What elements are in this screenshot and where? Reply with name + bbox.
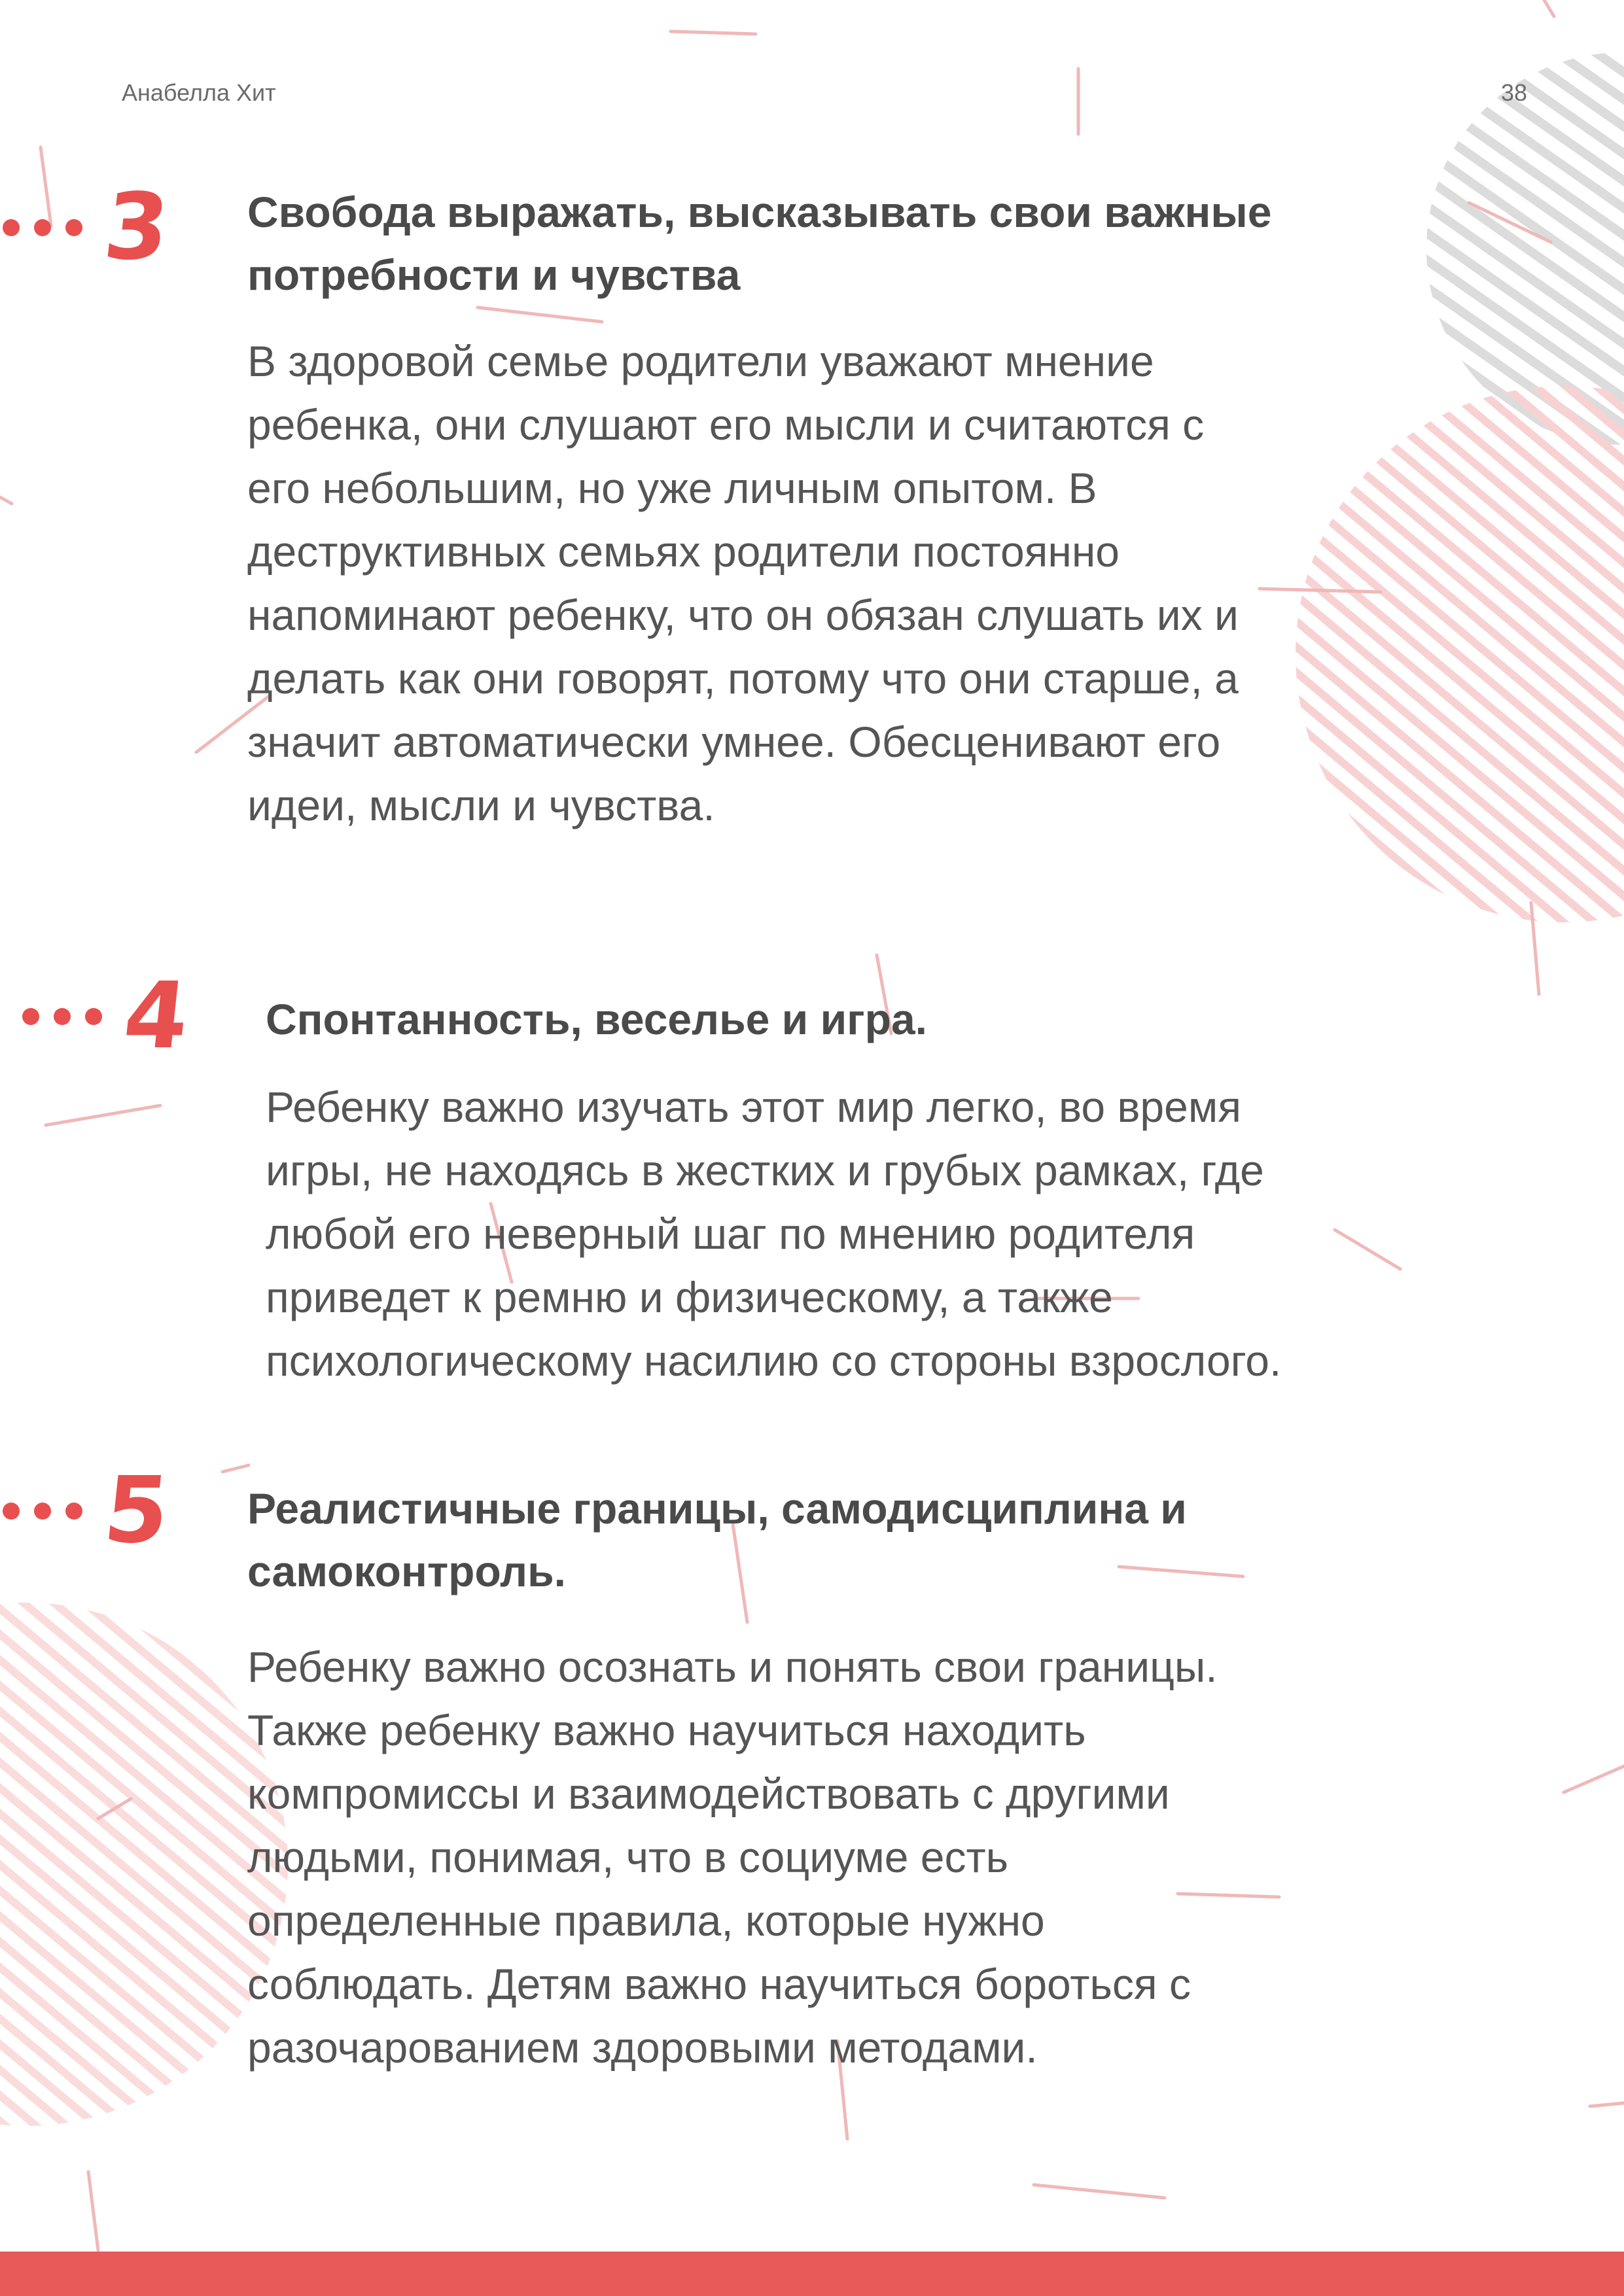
dot bbox=[65, 219, 82, 236]
section-5 bbox=[247, 1477, 1530, 2079]
section-marker-5 bbox=[3, 1457, 175, 1564]
section-marker-4 bbox=[22, 963, 194, 1070]
section-body: Ребенку важно изучать этот мир легко, во время игры, не находясь в жестких и грубых рамках, где любой его неверный шаг по мнению родителя приведет к ремню и физическому, а также психологическому насилию со стороны взрослого. bbox=[266, 1083, 1282, 1385]
dot bbox=[85, 1008, 102, 1025]
pink-striped-circle-left bbox=[0, 1603, 288, 2126]
dot bbox=[22, 1008, 39, 1025]
dot bbox=[34, 219, 51, 236]
section-title: Свобода выражать, высказывать свои важные потребности и чувства bbox=[247, 188, 1272, 299]
section-number: 3 bbox=[99, 174, 175, 281]
dots-decoration bbox=[3, 219, 82, 236]
dot bbox=[3, 219, 20, 236]
section-body: Ребенку важно осознать и понять свои границы. Также ребенку важно научиться находить компромиссы и взаимодействовать с другими людьми, понимая, что в социуме есть определенные правила, которые нужно соблюдать. Детям важно научиться бороться с разочарованием здоровыми методами. bbox=[247, 1643, 1218, 2072]
dot bbox=[65, 1503, 82, 1520]
header-author: Анабелла Хит bbox=[122, 79, 276, 106]
section-4 bbox=[266, 988, 1548, 1393]
dot bbox=[54, 1008, 71, 1025]
section-number: 5 bbox=[99, 1457, 175, 1564]
section-title: Реалистичные границы, самодисциплина и самоконтроль. bbox=[247, 1484, 1187, 1595]
dots-decoration bbox=[22, 1008, 102, 1025]
footer-bar bbox=[0, 2252, 1624, 2296]
dots-decoration bbox=[3, 1503, 82, 1520]
section-title: Спонтанность, веселье и игра. bbox=[266, 995, 928, 1043]
section-3 bbox=[247, 181, 1491, 837]
section-body: В здоровой семье родители уважают мнение ребенка, они слушают его мысли и считаются с его небольшим, но уже личным опытом. В деструктивных семьях родители постоянно напоминают ребенку, что он обязан слушать их и делать как они говорят, потому что они старше, а значит автоматически умнее. Обесценивают его идеи, мысли и чувства. bbox=[247, 337, 1239, 829]
dot bbox=[34, 1503, 51, 1520]
dot bbox=[3, 1503, 20, 1520]
section-number: 4 bbox=[118, 963, 194, 1070]
page-number: 38 bbox=[1500, 79, 1527, 106]
section-marker-3 bbox=[3, 174, 175, 281]
